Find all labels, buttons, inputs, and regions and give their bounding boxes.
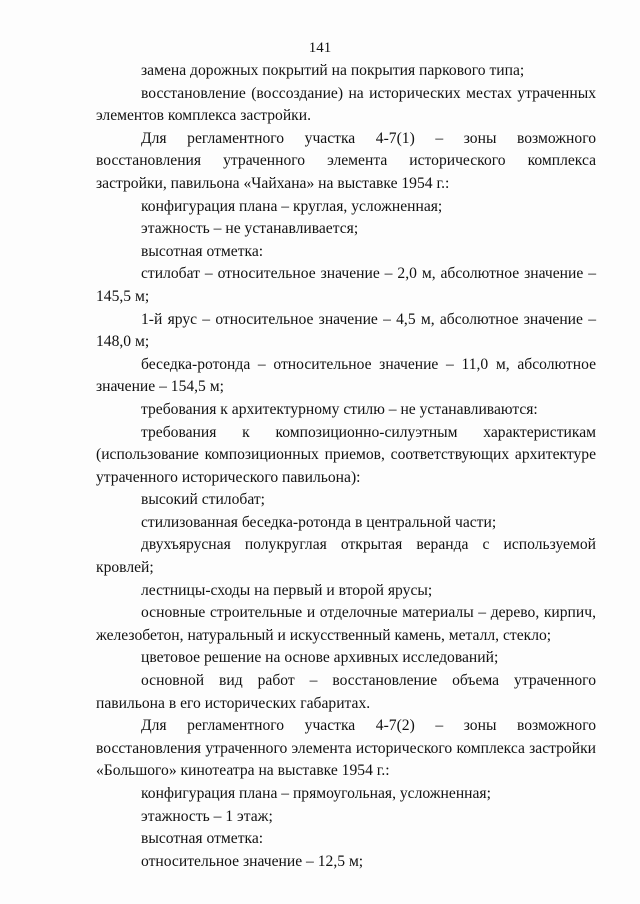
paragraph: конфигурация плана – круглая, усложненная; bbox=[141, 197, 443, 215]
body-text bbox=[96, 60, 596, 873]
paragraph: основные строительные и отделочные материалы – дерево, кирпич, железобетон, натуральный и искусственный камень, металл, стекло; bbox=[96, 604, 596, 644]
paragraph: требования к архитектурному стилю – не устанавливаются: bbox=[141, 400, 538, 418]
paragraph: Для регламентного участка 4-7(1) – зоны возможного восстановления утраченного элемента исторического комплекса застройки, павильона «Чайхана» на выставке 1954 г.: bbox=[96, 129, 596, 192]
paragraph: стилобат – относительное значение – 2,0 м, абсолютное значение – 145,5 м; bbox=[96, 265, 596, 305]
paragraph: высотная отметка: bbox=[141, 242, 264, 260]
paragraph: стилизованная беседка-ротонда в центральной части; bbox=[141, 513, 497, 531]
paragraph: Для регламентного участка 4-7(2) – зоны возможного восстановления утраченного элемента исторического комплекса застройки «Большого» кинотеатра на выставке 1954 г.: bbox=[96, 717, 596, 780]
paragraph: требования к композиционно-силуэтным характеристикам (использование композиционных приемов, соответствующих архитектуре утраченного исторического павильона): bbox=[96, 423, 596, 486]
page-number: 141 bbox=[308, 40, 332, 56]
paragraph: высотная отметка: bbox=[141, 830, 264, 848]
paragraph: 1-й ярус – относительное значение – 4,5 м, абсолютное значение – 148,0 м; bbox=[96, 310, 596, 351]
paragraph: двухъярусная полукруглая открытая веранда с используемой кровлей; bbox=[96, 536, 596, 577]
paragraph: восстановление (воссоздание) на исторических местах утраченных элементов комплекса застройки. bbox=[96, 84, 596, 125]
paragraph: основной вид работ – восстановление объема утраченного павильона в его исторических габаритах. bbox=[96, 672, 596, 712]
paragraph: этажность – не устанавливается; bbox=[141, 220, 359, 238]
paragraph: лестницы-сходы на первый и второй ярусы; bbox=[141, 581, 433, 599]
paragraph: беседка-ротонда – относительное значение – 11,0 м, абсолютное значение – 154,5 м; bbox=[96, 355, 596, 396]
paragraph: этажность – 1 этаж; bbox=[141, 807, 273, 825]
paragraph: высокий стилобат; bbox=[141, 491, 265, 509]
paragraph: относительное значение – 12,5 м; bbox=[141, 852, 364, 870]
paragraph: замена дорожных покрытий на покрытия паркового типа; bbox=[141, 62, 525, 79]
paragraph: конфигурация плана – прямоугольная, усложненная; bbox=[141, 785, 491, 802]
paragraph: цветовое решение на основе архивных исследований; bbox=[141, 649, 499, 667]
